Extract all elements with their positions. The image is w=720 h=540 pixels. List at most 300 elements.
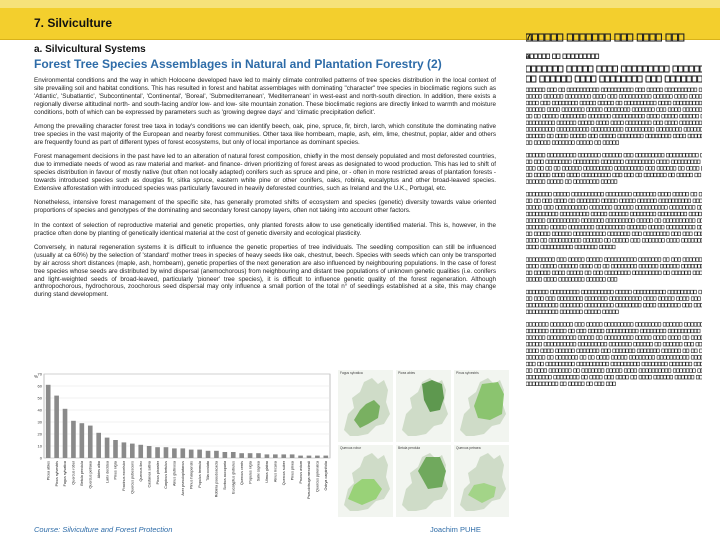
glyph-box bbox=[642, 95, 645, 99]
glyph-box bbox=[610, 134, 613, 138]
glyph-box bbox=[536, 258, 539, 262]
x-tick-label: Pseudotsuga menziesii bbox=[307, 461, 312, 499]
glyph-box bbox=[539, 382, 542, 386]
glyph-box bbox=[547, 219, 550, 223]
glyph-box bbox=[597, 167, 600, 171]
glyph-box bbox=[629, 199, 632, 203]
glyph-box bbox=[617, 206, 620, 210]
glyph-box bbox=[667, 375, 670, 379]
glyph-box bbox=[684, 160, 687, 164]
glyph-box bbox=[580, 349, 583, 353]
glyph-box bbox=[670, 95, 673, 99]
glyph-box bbox=[532, 206, 535, 210]
glyph-box bbox=[557, 121, 560, 125]
glyph-box bbox=[547, 180, 550, 184]
glyph-box bbox=[671, 212, 674, 216]
glyph-box bbox=[611, 258, 614, 262]
glyph-box bbox=[573, 310, 576, 314]
glyph-box bbox=[594, 303, 597, 307]
glyph-box bbox=[570, 153, 573, 157]
glyph-box bbox=[662, 297, 665, 301]
glyph-box bbox=[696, 114, 699, 118]
glyph-box bbox=[578, 239, 581, 243]
bar bbox=[290, 454, 295, 458]
glyph-box bbox=[665, 192, 668, 196]
glyph-box bbox=[543, 114, 546, 118]
glyph-box bbox=[682, 271, 685, 275]
glyph-box bbox=[699, 101, 702, 105]
glyph-box bbox=[532, 342, 535, 346]
glyph-box bbox=[563, 342, 566, 346]
glyph-box bbox=[640, 225, 643, 229]
glyph-box bbox=[681, 95, 684, 99]
glyph-box bbox=[689, 212, 692, 216]
glyph-box bbox=[663, 290, 666, 294]
glyph-box bbox=[534, 199, 537, 203]
glyph-box bbox=[624, 271, 627, 275]
glyph-box bbox=[578, 245, 581, 249]
glyph-box bbox=[671, 160, 674, 164]
glyph-box bbox=[673, 323, 676, 327]
glyph-box bbox=[586, 88, 589, 92]
glyph-box bbox=[698, 173, 701, 177]
glyph-box bbox=[595, 329, 598, 333]
glyph-box bbox=[556, 349, 559, 353]
glyph-box bbox=[583, 114, 586, 118]
glyph-box bbox=[554, 329, 557, 333]
glyph-box bbox=[619, 297, 622, 301]
glyph-box bbox=[659, 199, 662, 203]
glyph-box bbox=[696, 375, 699, 379]
glyph-box bbox=[549, 258, 552, 262]
glyph-box bbox=[650, 101, 653, 105]
glyph-box bbox=[660, 121, 663, 125]
glyph-box bbox=[588, 192, 591, 196]
glyph-box bbox=[549, 167, 552, 171]
glyph-box bbox=[565, 180, 568, 184]
glyph-box bbox=[665, 101, 668, 105]
glyph-box bbox=[683, 225, 686, 229]
glyph-box bbox=[600, 271, 603, 275]
glyph-box bbox=[574, 134, 577, 138]
glyph-box bbox=[554, 264, 557, 268]
glyph-box bbox=[624, 101, 627, 105]
glyph-box bbox=[608, 66, 613, 72]
glyph-box bbox=[538, 369, 541, 373]
glyph-box bbox=[665, 114, 668, 118]
bar bbox=[105, 438, 110, 458]
glyph-box bbox=[614, 180, 617, 184]
glyph-box bbox=[526, 271, 529, 275]
bar bbox=[197, 450, 202, 458]
glyph-box bbox=[642, 153, 645, 157]
glyph-box bbox=[542, 54, 545, 59]
glyph-box bbox=[581, 375, 584, 379]
glyph-box bbox=[626, 375, 629, 379]
glyph-box bbox=[603, 225, 606, 229]
glyph-box bbox=[683, 134, 686, 138]
glyph-box bbox=[560, 225, 563, 229]
glyph-box bbox=[578, 108, 581, 112]
glyph-box bbox=[526, 108, 529, 112]
glyph-box bbox=[604, 342, 607, 346]
glyph-box bbox=[556, 114, 559, 118]
glyph-box bbox=[651, 128, 654, 132]
y-tick-label: 40 bbox=[37, 407, 42, 413]
glyph-box bbox=[536, 192, 539, 196]
glyph-box bbox=[619, 375, 622, 379]
x-tick-label: Salix caprea bbox=[256, 461, 261, 482]
glyph-box bbox=[578, 95, 581, 99]
glyph-box bbox=[539, 88, 542, 92]
glyph-box bbox=[570, 303, 573, 307]
glyph-box bbox=[692, 219, 695, 223]
glyph-box bbox=[665, 369, 668, 373]
glyph-box bbox=[699, 192, 702, 196]
glyph-box bbox=[673, 153, 676, 157]
glyph-box bbox=[568, 95, 571, 99]
glyph-box bbox=[604, 212, 607, 216]
glyph-box bbox=[577, 329, 580, 333]
glyph-box bbox=[683, 297, 686, 301]
glyph-box bbox=[691, 342, 694, 346]
glyph-box bbox=[596, 349, 599, 353]
glyph-box bbox=[583, 160, 586, 164]
glyph-box bbox=[698, 356, 701, 360]
glyph-box bbox=[575, 206, 578, 210]
glyph-box bbox=[526, 134, 529, 138]
glyph-box bbox=[550, 336, 553, 340]
glyph-box bbox=[645, 336, 648, 340]
glyph-box bbox=[646, 239, 649, 243]
glyph-box bbox=[559, 362, 562, 366]
glyph-box bbox=[580, 88, 583, 92]
glyph-box bbox=[683, 173, 686, 177]
glyph-box bbox=[694, 290, 697, 294]
glyph-box bbox=[562, 141, 565, 145]
glyph-box bbox=[617, 121, 620, 125]
glyph-box bbox=[567, 76, 572, 82]
glyph-box bbox=[700, 66, 702, 72]
glyph-box bbox=[565, 141, 568, 145]
glyph-box bbox=[585, 173, 588, 177]
glyph-box bbox=[588, 356, 591, 360]
glyph-box bbox=[573, 336, 576, 340]
glyph-box bbox=[616, 329, 619, 333]
glyph-box bbox=[590, 349, 593, 353]
glyph-box bbox=[592, 173, 595, 177]
glyph-box bbox=[683, 101, 686, 105]
glyph-box bbox=[619, 329, 622, 333]
glyph-box bbox=[605, 34, 610, 41]
bar bbox=[298, 456, 303, 458]
glyph-box bbox=[550, 342, 553, 346]
glyph-box bbox=[599, 225, 602, 229]
glyph-box bbox=[587, 167, 590, 171]
glyph-box bbox=[676, 264, 679, 268]
glyph-box bbox=[679, 342, 682, 346]
glyph-box bbox=[532, 192, 535, 196]
glyph-box bbox=[567, 290, 570, 294]
glyph-box bbox=[603, 362, 606, 366]
glyph-box bbox=[642, 336, 645, 340]
glyph-box bbox=[532, 121, 535, 125]
glyph-box bbox=[541, 297, 544, 301]
glyph-box bbox=[681, 88, 684, 92]
glyph-box bbox=[529, 245, 532, 249]
glyph-box bbox=[549, 128, 552, 132]
glyph-box bbox=[648, 128, 651, 132]
glyph-box bbox=[688, 239, 691, 243]
glyph-box bbox=[650, 212, 653, 216]
glyph-box bbox=[647, 290, 650, 294]
glyph-box bbox=[608, 239, 611, 243]
glyph-box bbox=[587, 199, 590, 203]
glyph-box bbox=[567, 121, 570, 125]
glyph-box bbox=[563, 225, 566, 229]
glyph-box bbox=[668, 329, 671, 333]
glyph-box bbox=[605, 271, 608, 275]
glyph-box bbox=[608, 173, 611, 177]
glyph-box bbox=[637, 34, 642, 41]
glyph-box bbox=[619, 290, 622, 294]
glyph-box bbox=[544, 206, 547, 210]
glyph-box bbox=[634, 192, 637, 196]
glyph-box bbox=[668, 121, 671, 125]
glyph-box bbox=[628, 173, 631, 177]
glyph-box bbox=[581, 108, 584, 112]
glyph-box bbox=[670, 342, 673, 346]
bar bbox=[130, 444, 135, 458]
glyph-box bbox=[647, 114, 650, 118]
glyph-box bbox=[557, 192, 560, 196]
glyph-box bbox=[657, 76, 662, 82]
glyph-box bbox=[657, 329, 660, 333]
map-panel bbox=[396, 445, 451, 517]
glyph-box bbox=[639, 297, 642, 301]
glyph-box bbox=[581, 153, 584, 157]
glyph-box bbox=[640, 290, 643, 294]
glyph-box bbox=[679, 128, 682, 132]
x-tick-label: Acer pseudoplatanus bbox=[180, 461, 185, 496]
x-tick-label: Ulmus glabra bbox=[265, 461, 270, 483]
x-tick-label: Alnus incana bbox=[273, 461, 278, 483]
glyph-box bbox=[595, 382, 598, 386]
glyph-box bbox=[636, 356, 639, 360]
glyph-box bbox=[613, 349, 616, 353]
glyph-box bbox=[627, 108, 630, 112]
glyph-box bbox=[639, 88, 642, 92]
glyph-box bbox=[697, 329, 700, 333]
glyph-box bbox=[586, 362, 589, 366]
glyph-box bbox=[656, 128, 659, 132]
glyph-box bbox=[663, 323, 666, 327]
map-label: Betula pendula bbox=[398, 446, 420, 450]
glyph-box bbox=[529, 310, 532, 314]
glyph-box bbox=[586, 180, 589, 184]
glyph-box bbox=[559, 134, 562, 138]
glyph-box bbox=[567, 271, 570, 275]
glyph-box bbox=[697, 219, 700, 223]
glyph-box bbox=[658, 192, 661, 196]
glyph-box bbox=[596, 278, 599, 282]
glyph-box bbox=[666, 258, 669, 262]
glyph-box bbox=[614, 121, 617, 125]
glyph-box bbox=[658, 342, 661, 346]
glyph-box bbox=[611, 336, 614, 340]
glyph-box bbox=[676, 101, 679, 105]
glyph-box bbox=[526, 101, 529, 105]
glyph-box bbox=[636, 271, 639, 275]
glyph-box bbox=[596, 225, 599, 229]
glyph-box bbox=[679, 225, 682, 229]
glyph-box bbox=[680, 297, 683, 301]
glyph-box bbox=[683, 153, 686, 157]
glyph-box bbox=[609, 245, 612, 249]
glyph-box bbox=[616, 297, 619, 301]
glyph-box bbox=[601, 128, 604, 132]
glyph-box bbox=[627, 232, 630, 236]
glyph-box bbox=[583, 232, 586, 236]
glyph-box bbox=[676, 225, 679, 229]
glyph-box bbox=[603, 121, 606, 125]
glyph-box bbox=[608, 278, 611, 282]
glyph-box bbox=[658, 153, 661, 157]
glyph-box bbox=[634, 290, 637, 294]
glyph-box bbox=[586, 128, 589, 132]
glyph-box bbox=[680, 134, 683, 138]
glyph-box bbox=[563, 219, 566, 223]
glyph-box bbox=[600, 167, 603, 171]
glyph-box bbox=[603, 95, 606, 99]
glyph-box bbox=[588, 225, 591, 229]
glyph-box bbox=[614, 278, 617, 282]
glyph-box bbox=[610, 141, 613, 145]
glyph-box bbox=[612, 310, 615, 314]
glyph-box bbox=[686, 192, 689, 196]
glyph-box bbox=[529, 101, 532, 105]
glyph-box bbox=[663, 336, 666, 340]
glyph-box bbox=[635, 297, 638, 301]
glyph-box bbox=[628, 101, 631, 105]
glyph-box bbox=[552, 173, 555, 177]
glyph-box bbox=[552, 271, 555, 275]
glyph-box bbox=[642, 356, 645, 360]
glyph-box bbox=[650, 232, 653, 236]
glyph-box bbox=[613, 66, 618, 72]
glyph-box bbox=[640, 349, 643, 353]
glyph-box bbox=[688, 375, 691, 379]
glyph-box bbox=[590, 206, 593, 210]
glyph-box bbox=[643, 290, 646, 294]
glyph-box bbox=[658, 323, 661, 327]
glyph-box bbox=[585, 95, 588, 99]
x-tick-label: Tilia cordata bbox=[206, 461, 211, 481]
glyph-box bbox=[701, 369, 702, 373]
glyph-box bbox=[691, 375, 694, 379]
glyph-box bbox=[562, 369, 565, 373]
glyph-box bbox=[539, 134, 542, 138]
glyph-box bbox=[529, 199, 532, 203]
glyph-box bbox=[549, 375, 552, 379]
bar bbox=[223, 452, 228, 458]
glyph-box bbox=[557, 375, 560, 379]
glyph-box bbox=[660, 95, 663, 99]
glyph-box bbox=[635, 121, 638, 125]
glyph-box bbox=[575, 95, 578, 99]
glyph-box bbox=[538, 167, 541, 171]
glyph-box bbox=[698, 297, 701, 301]
glyph-box bbox=[538, 199, 541, 203]
glyph-box bbox=[597, 271, 600, 275]
glyph-box bbox=[614, 232, 617, 236]
glyph-box bbox=[611, 232, 614, 236]
glyph-box bbox=[694, 336, 697, 340]
glyph-box bbox=[549, 362, 552, 366]
glyph-box bbox=[552, 258, 555, 262]
glyph-box bbox=[577, 297, 580, 301]
glyph-box bbox=[642, 258, 645, 262]
glyph-box bbox=[529, 180, 532, 184]
glyph-box bbox=[585, 192, 588, 196]
glyph-box bbox=[557, 290, 560, 294]
glyph-box bbox=[689, 153, 692, 157]
glyph-box bbox=[554, 180, 557, 184]
glyph-box bbox=[660, 167, 663, 171]
glyph-box bbox=[575, 101, 578, 105]
glyph-box bbox=[580, 271, 583, 275]
glyph-box bbox=[654, 66, 659, 72]
glyph-box bbox=[591, 121, 594, 125]
glyph-box bbox=[538, 173, 541, 177]
x-tick-label: Populus tremula bbox=[197, 461, 202, 488]
glyph-box bbox=[594, 219, 597, 223]
glyph-box bbox=[666, 323, 669, 327]
glyph-box bbox=[692, 206, 695, 210]
glyph-box bbox=[526, 239, 529, 243]
glyph-box bbox=[644, 34, 649, 41]
glyph-box bbox=[586, 258, 589, 262]
glyph-box bbox=[568, 278, 571, 282]
glyph-box bbox=[565, 160, 568, 164]
glyph-box bbox=[529, 95, 532, 99]
bar bbox=[96, 433, 101, 458]
glyph-box bbox=[572, 192, 575, 196]
glyph-box bbox=[554, 88, 557, 92]
glyph-box bbox=[534, 232, 537, 236]
glyph-box bbox=[616, 141, 619, 145]
glyph-box bbox=[599, 121, 602, 125]
glyph-box bbox=[658, 369, 661, 373]
glyph-box bbox=[594, 342, 597, 346]
glyph-box bbox=[643, 342, 646, 346]
glyph-box bbox=[542, 212, 545, 216]
glyph-box bbox=[539, 192, 542, 196]
glyph-box bbox=[653, 212, 656, 216]
glyph-box bbox=[572, 278, 575, 282]
glyph-box bbox=[608, 375, 611, 379]
glyph-box bbox=[647, 297, 650, 301]
glyph-box bbox=[622, 114, 625, 118]
glyph-box bbox=[616, 342, 619, 346]
glyph-box bbox=[529, 108, 532, 112]
glyph-box bbox=[638, 199, 641, 203]
glyph-box bbox=[653, 232, 656, 236]
x-tick-label: Carpinus betulus bbox=[164, 461, 169, 489]
glyph-box bbox=[562, 232, 565, 236]
glyph-box bbox=[657, 356, 660, 360]
x-tick-label: Populus nigra bbox=[248, 461, 253, 484]
